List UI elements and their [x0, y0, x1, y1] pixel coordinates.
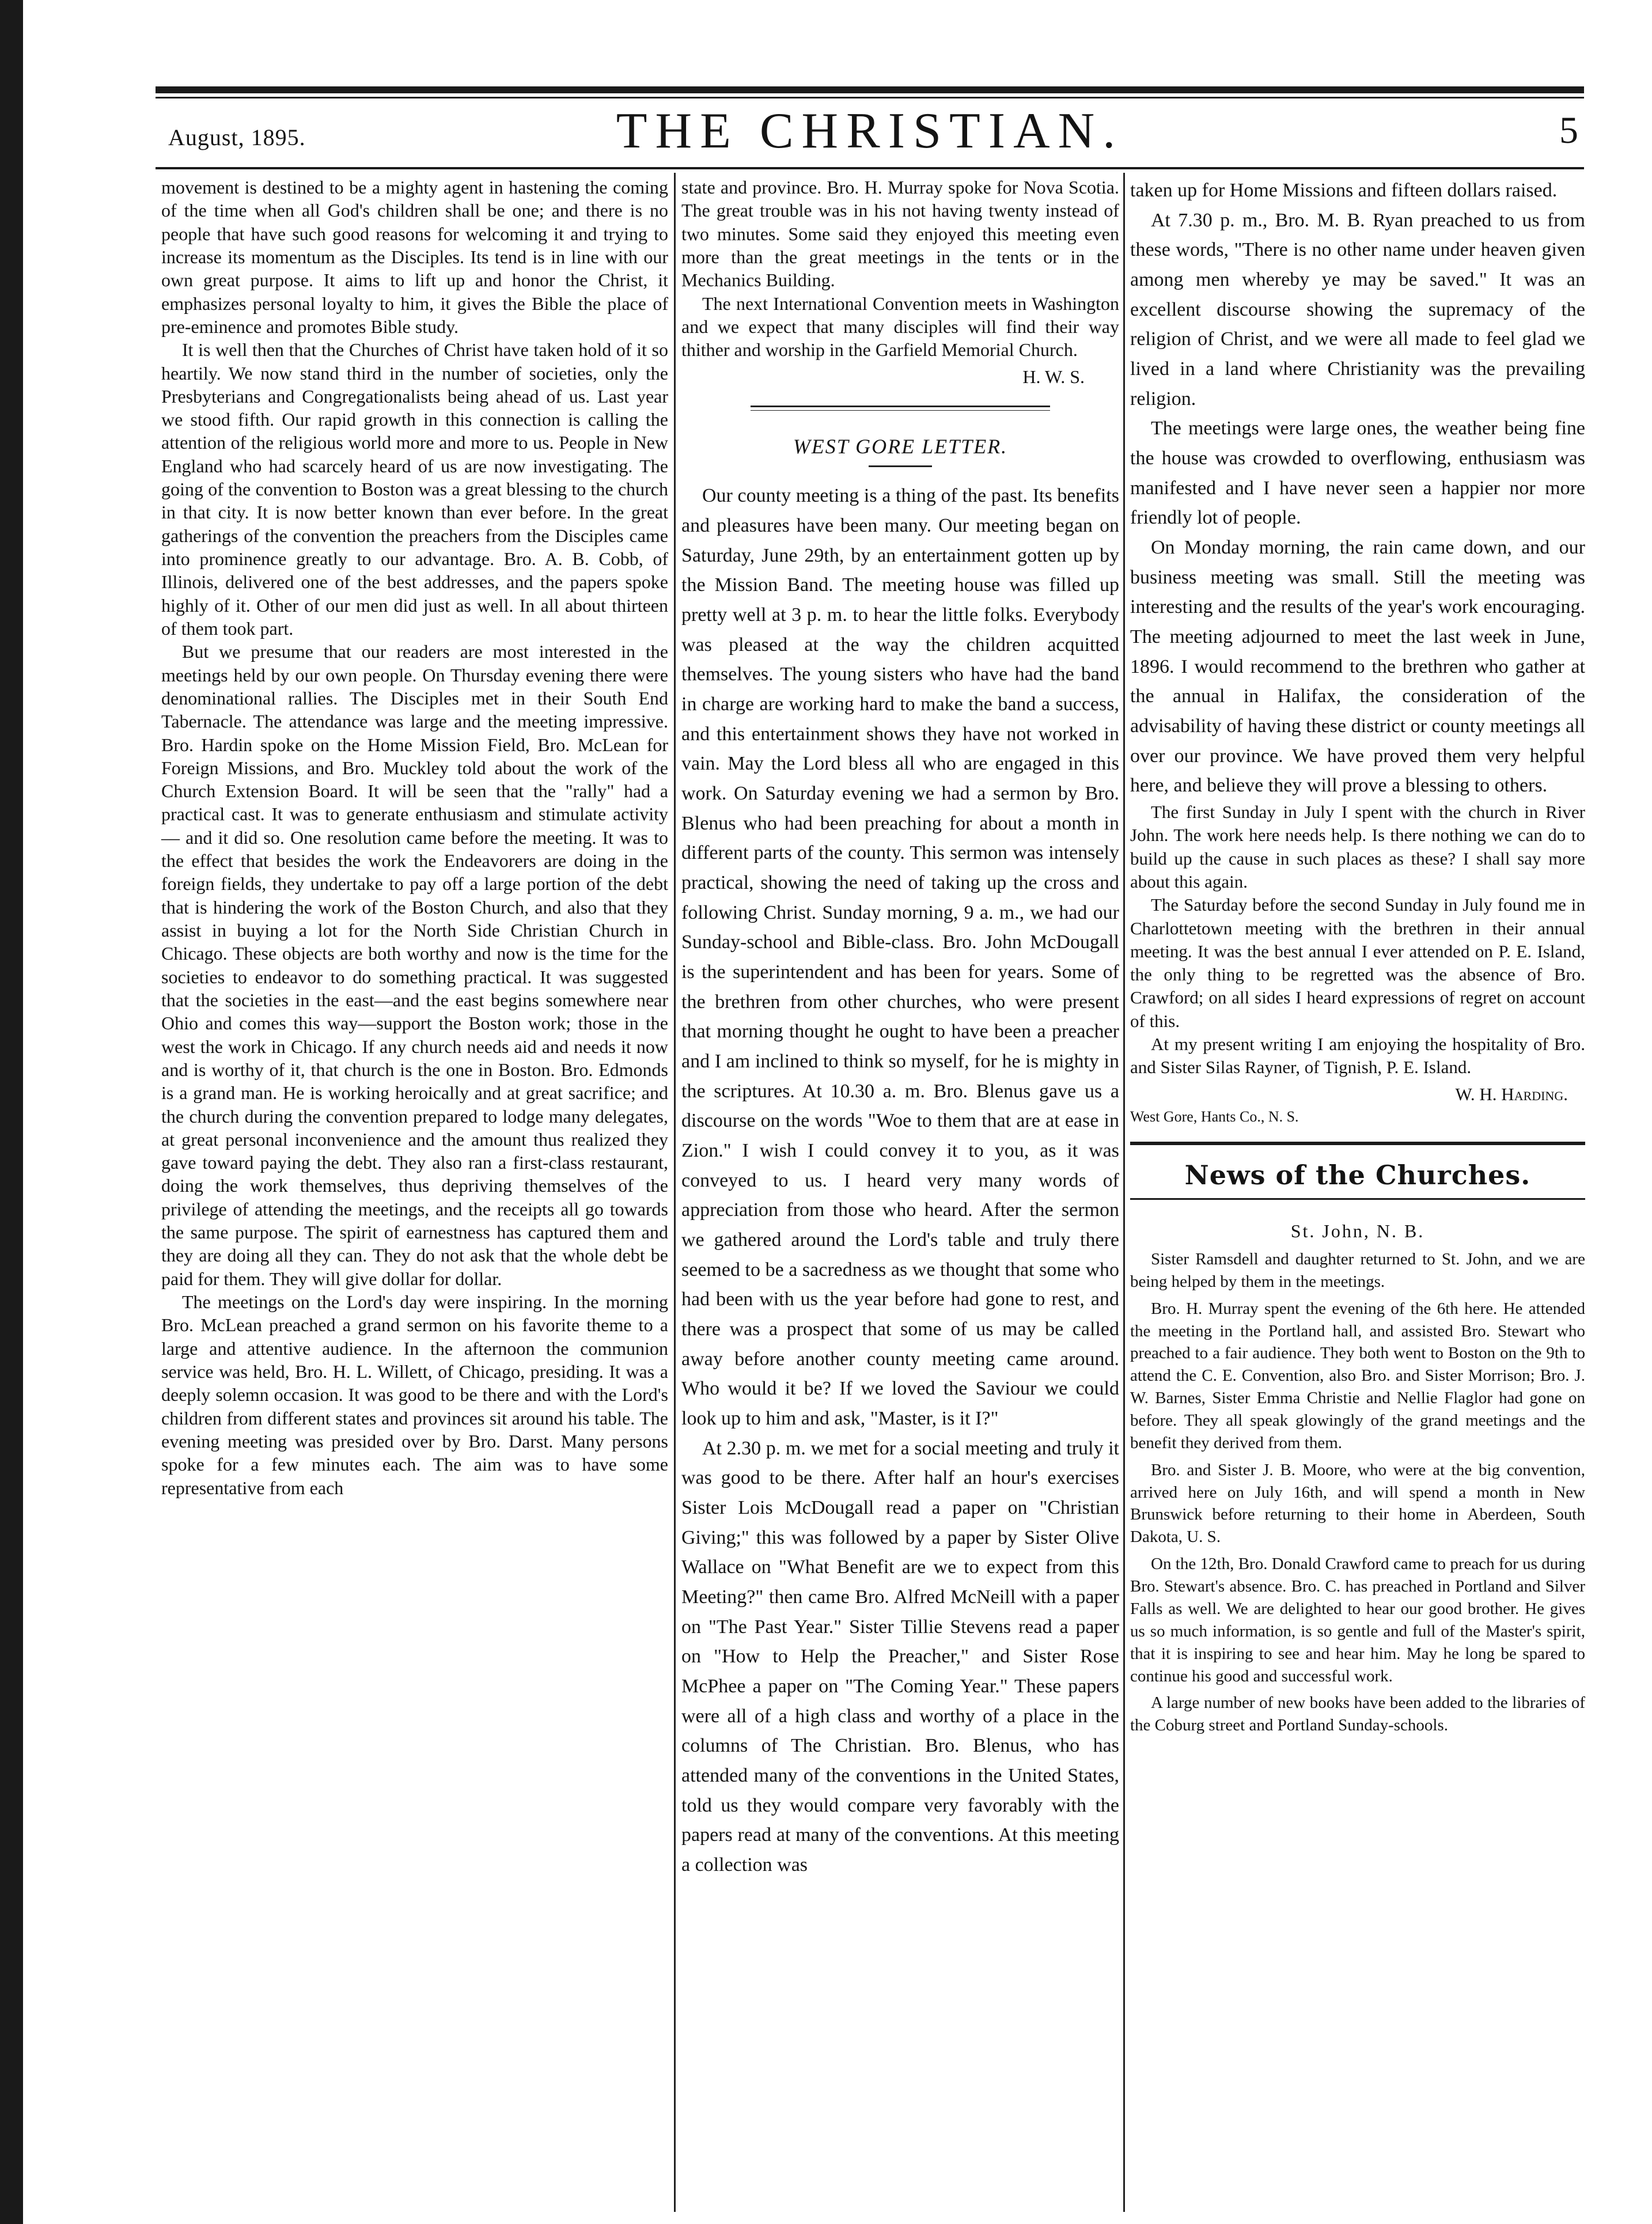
article-signature: H. W. S.: [1022, 366, 1085, 387]
article-paragraph: state and province. Bro. H. Murray spoke for Nova Scotia. The great trouble was in his not having twenty instead of two minutes. Some said they enjoyed this meeting even more than the great meetings in the tents or in the Mechanics Building.: [681, 177, 1119, 291]
letter-paragraph: On Monday morning, the rain came down, and our business meeting was small. Still the meeting was interesting and the results of the year's work encouraging. The meeting adjourned to meet the last week in June, 1896. I would recommend to the brethren who gather at the annual in Halifax, the consideration of the advisability of having these district or county meetings all over our province. We have proved them very helpful here, and believe they will prove a blessing to others.: [1130, 537, 1585, 797]
news-paragraph: Bro. H. Murray spent the evening of the 6th here. He attended the meeting in the Portland hall, and assisted Bro. Stewart who preached to a fair audience. They both went to Boston on the 9th to attend the C. E. Convention, also Bro. and Sister Morrison; Bro. J. W. Barnes, Sister Emma Christie and Nellie Flaglor had gone on before. They all speak glowingly of the grand meetings and the benefit they derived from them.: [1130, 1299, 1585, 1452]
article-paragraph: But we presume that our readers are most interested in the meetings held by our own people. On Thursday evening there were denominational rallies. The Disciples met in their South End Tabernacle. The attendance was large and the meeting impressive. Bro. Hardin spoke on the Home Mission Field, Bro. McLean for Foreign Missions, and Bro. Muckley told about the work of the Church Extension Board. It will be seen that the "rally" had a practical cast. It was to generate enthusiasm and stimulate activity — and it did so. One resolution came before the meeting. It was to the effect that besides the work the Endeavorers are doing in the foreign fields, they undertake to pay off a large portion of the debt that is hindering the work of the Boston Church, and also that they assist in buying a lot for the North Side Christian Church in Chicago. These objects are both worthy and now is the time for the societies to endeavor to do something practical. It was suggested that the societies in the east—and the east begins somewhere near Ohio and comes this way—support the Boston work; those in the west the work in Chicago. If any church needs aid and needs it now and is worthy of it, that church is the one in Boston. Bro. Edmonds is a grand man. He is working heroically and at great sacrifice; and the church during the convention prepared to lodge many delegates, at great personal inconvenience and the amount thus realized they gave toward paying the debt. They also ran a first-class restaurant, doing the work themselves, thus depriving themselves of the privilege of attending the meetings, and the receipts all go towards the same purpose. The spirit of earnestness has captured them and they are doing all they can. They do not ask that the whole debt be paid for them. They will give dollar for dollar.: [161, 641, 668, 1289]
letter-paragraph: The Saturday before the second Sunday in July found me in Charlottetown meeting with the brethren in their annual meeting. It was the best annual I ever attended on P. E. Island, the only thing to be regretted was the absence of Bro. Crawford; on all sides I heard expressions of regret on account of this.: [1130, 895, 1585, 1031]
letter-continuation-small: [1130, 801, 1585, 1127]
letter-place: West Gore, Hants Co., N. S.: [1130, 1108, 1299, 1125]
letter-heading: WEST GORE LETTER.: [793, 434, 1008, 458]
issue-date: August, 1895.: [168, 124, 306, 150]
newspaper-title: THE CHRISTIAN.: [616, 103, 1124, 159]
letter-paragraph: The meetings were large ones, the weather being fine the house was crowded to overflowing, enthusiasm was manifested and I have never seen a happier nor more friendly lot of people.: [1130, 418, 1585, 529]
article-paragraph: movement is destined to be a mighty agent in hastening the coming of the time when all God's children shall be one; and there is no people that have such good reasons for welcoming it and trying to increase its momentum as the Disciples. Its tend is in line with our own great purpose. It aims to lift up and honor the Christ, it emphasizes personal loyalty to him, it gives the Bible the place of pre-eminence and promotes Bible study.: [161, 177, 668, 337]
column-divider-1: [674, 173, 676, 2212]
article-paragraph: It is well then that the Churches of Christ have taken hold of it so heartily. We now stand third in the number of societies, only the Presbyterians and Congregationalists being ahead of us. Last year we stood fifth. Our rapid growth in this connection is calling the attention of the religious world more and more to us. People in New England who had scarcely heard of us are now investigating. The going of the convention to Boston was a great blessing to the church in that city. It is now better known than ever before. In the great gatherings of the convention the preachers from the Disciples came into prominence greatly to our advantage. Bro. A. B. Cobb, of Illinois, delivered one of the best addresses, and the papers spoke highly of it. Other of our men did just as well. In all about thirteen of them took part.: [161, 339, 668, 639]
masthead-rule: [156, 167, 1584, 169]
letter-paragraph: At my present writing I am enjoying the hospitality of Bro. and Sister Silas Rayner, of Tignish, P. E. Island.: [1130, 1034, 1585, 1078]
news-body: [1130, 1248, 1585, 1737]
page-number: 5: [1559, 109, 1578, 151]
section-separator: [751, 406, 1050, 411]
column-3: [1130, 176, 1585, 1741]
letter-paragraph: The first Sunday in July I spent with the church in River John. The work here needs help. Is there nothing we can do to build up the cause in such places as these? I shall say more about this again.: [1130, 802, 1585, 892]
column-2: [681, 176, 1119, 1880]
news-paragraph: Bro. and Sister J. B. Moore, who were at the big convention, arrived here on July 16th, and will spend a month in New Brunswick before returning to their home in Aberdeen, South Dakota, U. S.: [1130, 1460, 1585, 1547]
heading-rule: [869, 465, 932, 467]
section-rule-thin: [1130, 1198, 1585, 1200]
letter-paragraph: At 7.30 p. m., Bro. M. B. Ryan preached to us from these words, "There is no other name under heaven given among men whereby ye may be saved." It was an excellent discourse showing the supremacy of the religion of Christ, and we were all made to feel glad we lived in a land where Christianity was the prevailing religion.: [1130, 209, 1585, 410]
letter-body: [681, 481, 1119, 1880]
letter-signature: W. H. Harding.: [1455, 1083, 1568, 1104]
letter-continuation: [1130, 176, 1585, 801]
letter-paragraph: taken up for Home Missions and fifteen dollars raised.: [1130, 180, 1558, 201]
section-rule: [1130, 1142, 1585, 1145]
news-place: St. John, N. B.: [1290, 1220, 1425, 1241]
letter-paragraph: At 2.30 p. m. we met for a social meeting and truly it was good to be there. After half an hour's exercises Sister Lois McDougall read a paper on "Christian Giving;" this was followed by a paper by Sister Olive Wallace on "What Benefit are we to expect from this Meeting?" then came Bro. Alfred McNeill with a paper on "The Past Year." Sister Tillie Stevens read a paper on "How to Help the Preacher," and Sister Rose McPhee a paper on "The Coming Year." These papers were all of a high class and worthy of a place in the columns of The Christian. Bro. Blenus, who has attended many of the conventions in the United States, told us they would compare very favorably with the papers read at many of the conventions. At this meeting a collection was: [681, 1437, 1119, 1876]
article-paragraph: The next International Convention meets in Washington and we expect that many disciples will find their way thither and worship in the Garfield Memorial Church.: [681, 293, 1119, 361]
news-paragraph: On the 12th, Bro. Donald Crawford came to preach for us during Bro. Stewart's absence. Bro. C. has preached in Portland and Silver Falls as well. We are delighted to hear our good brother. He gives us so much information, is so gentle and full of the Master's spirit, that it is inspiring to see and hear him. May he long be spared to continue his good and successful work.: [1130, 1555, 1585, 1685]
top-rule: [156, 86, 1584, 93]
top-rule-thin: [156, 97, 1584, 98]
scan-edge: [0, 0, 23, 2224]
column-divider-2: [1123, 173, 1125, 2212]
column-1: [161, 176, 668, 1499]
news-paragraph: A large number of new books have been added to the libraries of the Coburg street and Portland Sunday-schools.: [1130, 1693, 1585, 1735]
masthead: [156, 101, 1584, 170]
news-paragraph: Sister Ramsdell and daughter returned to St. John, and we are being helped by them in the meetings.: [1130, 1250, 1585, 1291]
letter-paragraph: Our county meeting is a thing of the past. Its benefits and pleasures have been many. Our meeting began on Saturday, June 29th, by an entertainment gotten up by the Mission Band. The meeting house was filled up pretty well at 3 p. m. to hear the little folks. Everybody was pleased at the way the children acquitted themselves. The young sisters who have had the band in charge are working hard to make the band a success, and this entertainment shows they have not worked in vain. May the Lord bless all who are engaged in this work. On Saturday evening we had a sermon by Bro. Blenus who had been preaching for about a month in different parts of the county. This sermon was intensely practical, showing the need of taking up the cross and following Christ. Sunday morning, 9 a. m., we had our Sunday-school and Bible-class. Bro. John McDougall is the superintendent and has been for years. Some of the brethren from other churches, who were present that morning thought he ought to have been a preacher and I am inclined to think so myself, for he is mighty in the scriptures. At 10.30 a. m. Bro. Blenus gave us a discourse on the words "Woe to them that are at ease in Zion." I wish I could convey it to you, as it was conveyed to us. I heard very many words of appreciation from those who heard. After the sermon we gathered around the Lord's table and truly there seemed to be a sacredness as we thought that some who had been with us the year before had gone to rest, and there was a prospect that some of us may be called away before another county meeting came around. Who would it be? If we loved the Saviour we could look up to him and ask, "Master, is it I?": [681, 485, 1119, 1429]
news-heading: News of the Churches.: [1184, 1159, 1531, 1191]
article-paragraph: The meetings on the Lord's day were inspiring. In the morning Bro. McLean preached a grand sermon on his favorite theme to a large and attentive audience. In the afternoon the communion service was held, Bro. H. L. Willett, of Chicago, presiding. It was a deeply solemn occasion. It was good to be there and with the Lord's children from different states and provinces sit around his table. The evening meeting was presided over by Bro. Darst. Many persons spoke for a few minutes each. The aim was to have some representative from each: [161, 1291, 668, 1498]
